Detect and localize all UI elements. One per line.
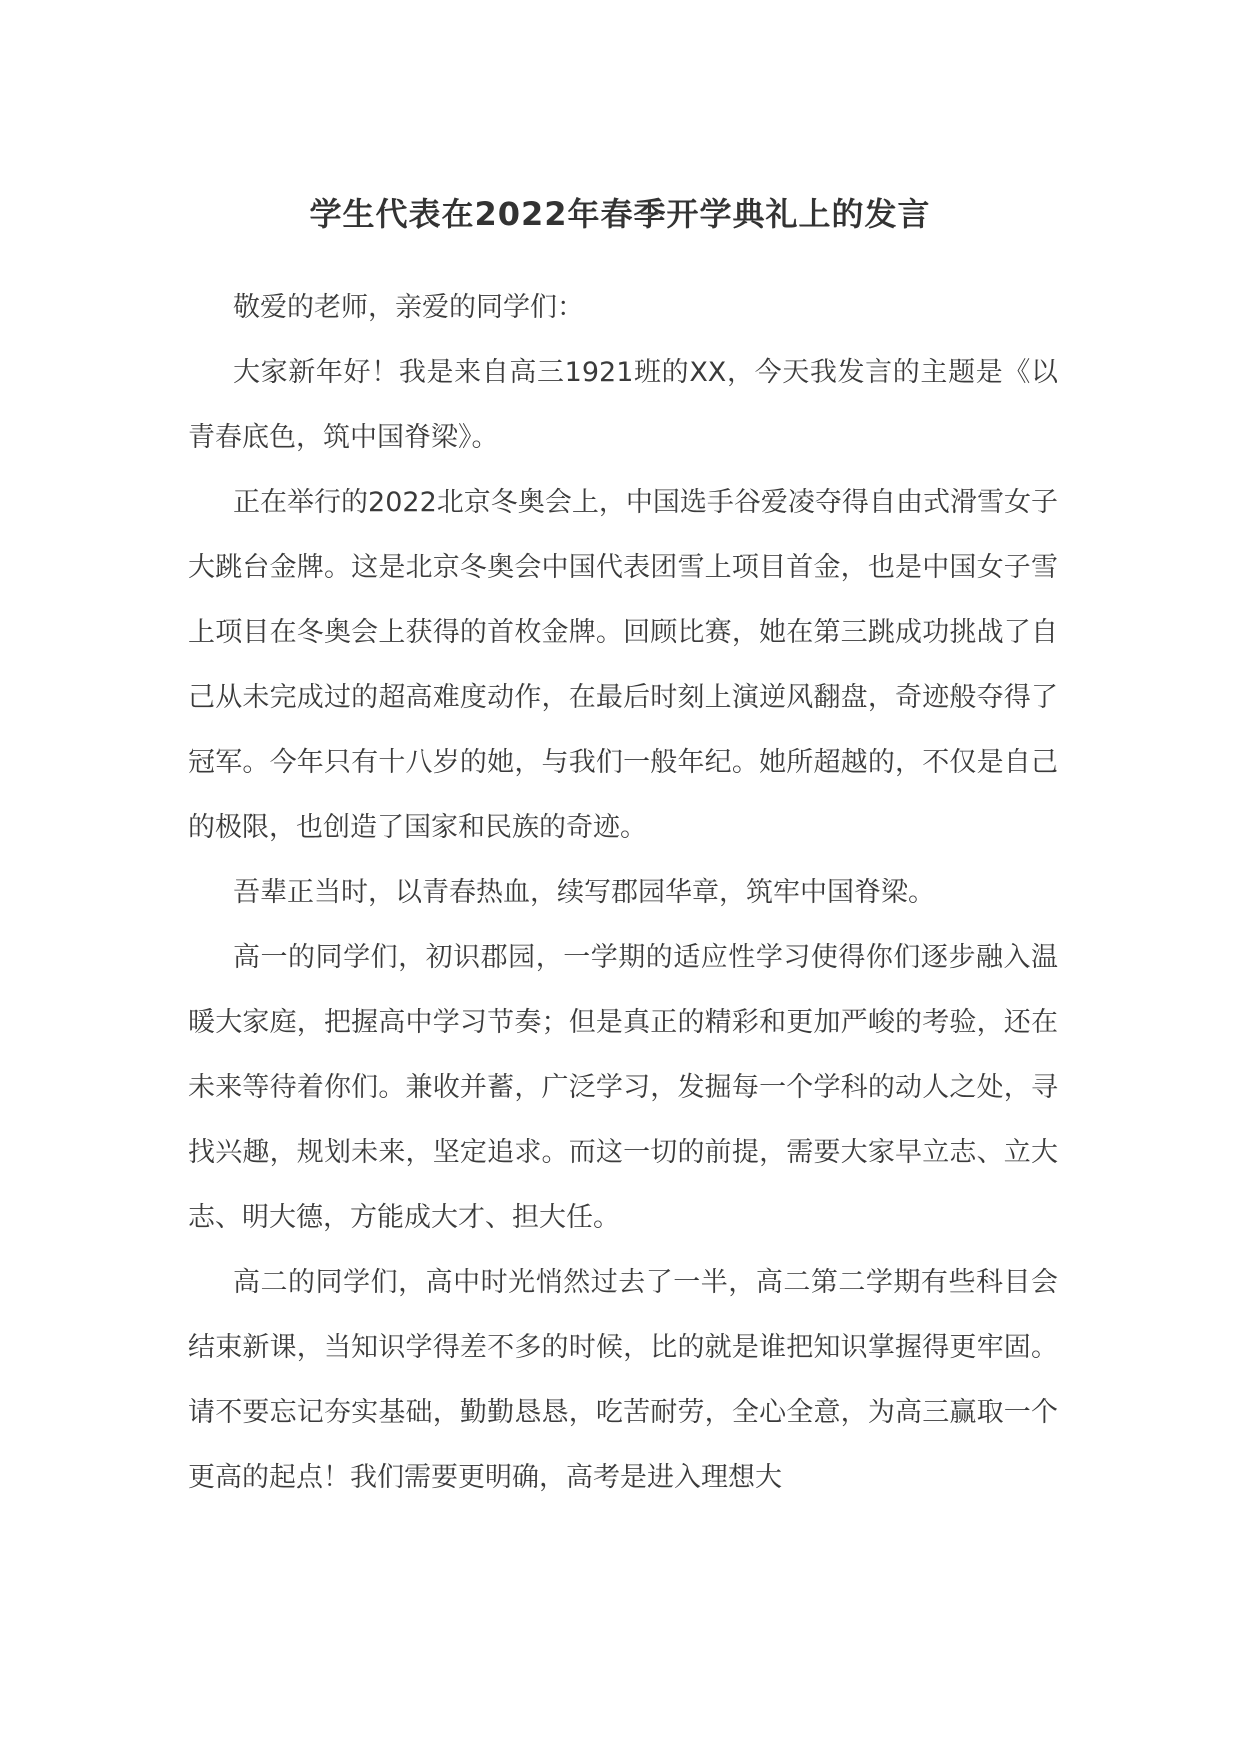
paragraph-salutation: 敬爱的老师，亲爱的同学们： [233,292,584,323]
document-body [188,275,1058,1510]
paragraph-greeting: 大家新年好！我是来自高三1921班的XX，今天我发言的主题是《以青春底色，筑中国脊梁》。 [188,357,1058,453]
paragraph-motto: 吾辈正当时，以青春热血，续写郡园华章，筑牢中国脊梁。 [233,877,935,908]
paragraph-grade-one: 高一的同学们，初识郡园，一学期的适应性学习使得你们逐步融入温暖大家庭，把握高中学习节奏；但是真正的精彩和更加严峻的考验，还在未来等待着你们。兼收并蓄，广泛学习，发掘每一个学科的动人之处，寻找兴趣，规划未来，坚定追求。而这一切的前提，需要大家早立志、立大志、明大德，方能成大才、担大任。 [188,942,1058,1233]
paragraph-grade-two: 高二的同学们，高中时光悄然过去了一半，高二第二学期有些科目会结束新课，当知识学得差不多的时候，比的就是谁把知识掌握得更牢固。请不要忘记夯实基础，勤勤恳恳，吃苦耐劳，全心全意，为高三赢取一个更高的起点！我们需要更明确，高考是进入理想大 [188,1267,1058,1493]
paragraph-olympics: 正在举行的2022北京冬奥会上，中国选手谷爱凌夺得自由式滑雪女子大跳台金牌。这是北京冬奥会中国代表团雪上项目首金，也是中国女子雪上项目在冬奥会上获得的首枚金牌。回顾比赛，她在第三跳成功挑战了自己从未完成过的超高难度动作，在最后时刻上演逆风翻盘，奇迹般夺得了冠军。今年只有十八岁的她，与我们一般年纪。她所超越的，不仅是自己的极限，也创造了国家和民族的奇迹。 [188,487,1058,843]
document-title: 学生代表在2022年春季开学典礼上的发言 [309,195,931,233]
